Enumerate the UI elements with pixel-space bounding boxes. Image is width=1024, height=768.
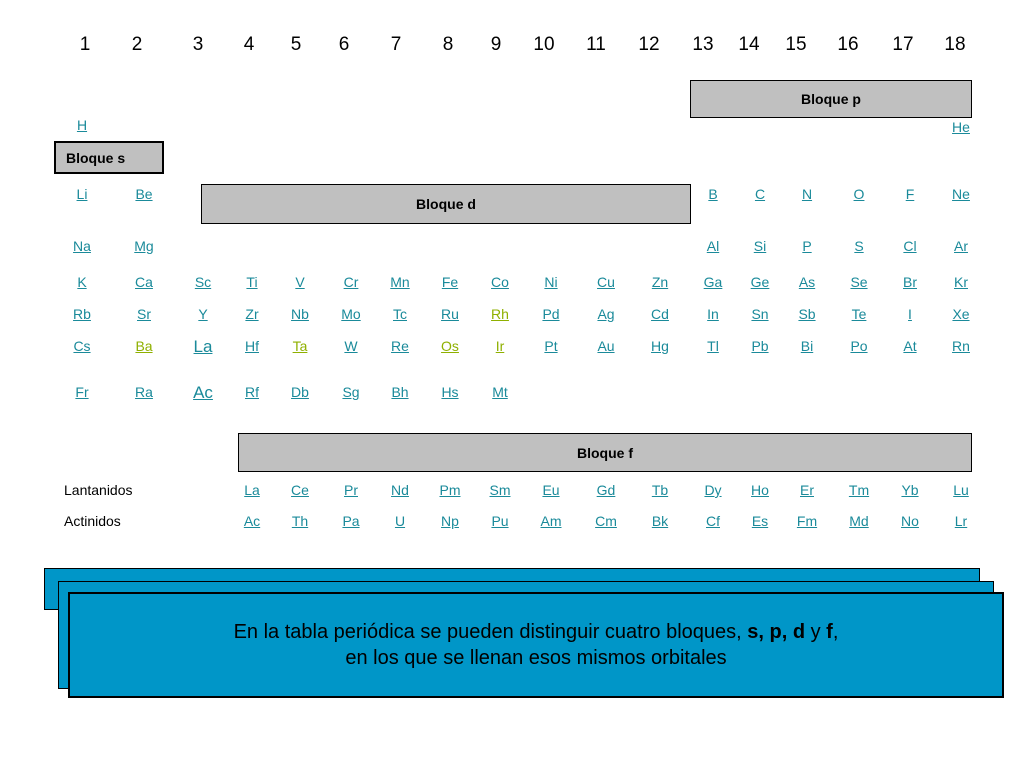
element-link-K[interactable]: K	[77, 274, 87, 290]
element-link-Ag[interactable]: Ag	[597, 306, 615, 322]
element-link-V[interactable]: V	[295, 274, 305, 290]
element-link-Sc[interactable]: Sc	[194, 274, 212, 290]
block-p-label: Bloque p	[690, 80, 972, 118]
caption-line-2: en los que se llenan esos mismos orbitales	[345, 647, 727, 669]
element-link-Au[interactable]: Au	[597, 338, 615, 354]
element-link-Bh[interactable]: Bh	[391, 384, 409, 400]
group-number-8: 8	[442, 34, 454, 55]
group-number-18: 18	[944, 34, 966, 55]
element-link-F[interactable]: F	[905, 186, 915, 202]
element-link-As[interactable]: As	[798, 274, 816, 290]
element-link-Sg[interactable]: Sg	[342, 384, 360, 400]
element-link-Fe[interactable]: Fe	[441, 274, 459, 290]
element-link-W[interactable]: W	[344, 338, 358, 354]
element-link-Pr[interactable]: Pr	[344, 482, 358, 498]
element-link-Mn[interactable]: Mn	[390, 274, 410, 290]
element-link-Ce[interactable]: Ce	[291, 482, 309, 498]
caption-bold-f: f	[826, 621, 833, 643]
element-link-Ni[interactable]: Ni	[544, 274, 558, 290]
element-link-B[interactable]: B	[708, 186, 718, 202]
element-link-Po[interactable]: Po	[850, 338, 868, 354]
element-link-O[interactable]: O	[853, 186, 865, 202]
element-link-Dy[interactable]: Dy	[704, 482, 722, 498]
element-link-La-f[interactable]: La	[244, 482, 260, 498]
group-number-4: 4	[243, 34, 255, 55]
element-link-S[interactable]: S	[854, 238, 864, 254]
element-link-Y[interactable]: Y	[198, 306, 208, 322]
element-link-Sr[interactable]: Sr	[137, 306, 151, 322]
element-link-Cr[interactable]: Cr	[343, 274, 359, 290]
element-link-Si[interactable]: Si	[753, 238, 767, 254]
element-link-Fr[interactable]: Fr	[75, 384, 89, 400]
group-number-14: 14	[738, 34, 760, 55]
element-link-Rn[interactable]: Rn	[952, 338, 970, 354]
element-link-C[interactable]: C	[754, 186, 766, 202]
group-number-15: 15	[785, 34, 807, 55]
element-link-Ru[interactable]: Ru	[441, 306, 459, 322]
block-d-label: Bloque d	[201, 184, 691, 224]
element-link-Nd[interactable]: Nd	[391, 482, 409, 498]
element-link-Fm[interactable]: Fm	[796, 513, 818, 529]
group-number-2: 2	[131, 34, 143, 55]
element-link-Lu[interactable]: Lu	[953, 482, 969, 498]
element-link-Cd[interactable]: Cd	[651, 306, 669, 322]
element-link-Ra[interactable]: Ra	[135, 384, 153, 400]
element-link-Pu[interactable]: Pu	[491, 513, 509, 529]
group-number-9: 9	[490, 34, 502, 55]
element-link-Sm[interactable]: Sm	[489, 482, 511, 498]
element-link-Ca[interactable]: Ca	[135, 274, 153, 290]
element-link-Ge[interactable]: Ge	[750, 274, 770, 290]
element-link-Ar[interactable]: Ar	[954, 238, 968, 254]
element-link-Pt[interactable]: Pt	[544, 338, 558, 354]
element-link-Cs[interactable]: Cs	[73, 338, 91, 354]
group-number-5: 5	[290, 34, 302, 55]
element-link-Kr[interactable]: Kr	[954, 274, 968, 290]
element-link-Tc[interactable]: Tc	[393, 306, 407, 322]
block-f-label: Bloque f	[238, 433, 972, 472]
element-link-Be[interactable]: Be	[135, 186, 153, 202]
element-link-Tl[interactable]: Tl	[707, 338, 719, 354]
element-link-La[interactable]: La	[193, 337, 213, 356]
element-link-H[interactable]: H	[76, 117, 88, 133]
group-number-16: 16	[837, 34, 859, 55]
element-link-Am[interactable]: Am	[540, 513, 562, 529]
element-link-Hs[interactable]: Hs	[441, 384, 459, 400]
element-link-Cf[interactable]: Cf	[706, 513, 720, 529]
element-link-Cu[interactable]: Cu	[597, 274, 615, 290]
caption-text-comma: ,	[832, 621, 839, 643]
element-link-Tm[interactable]: Tm	[848, 482, 870, 498]
element-link-Bi[interactable]: Bi	[800, 338, 814, 354]
element-link-Ga[interactable]: Ga	[703, 274, 723, 290]
element-link-Ti[interactable]: Ti	[246, 274, 258, 290]
caption-bold-spd: s, p, d	[747, 621, 806, 643]
group-number-6: 6	[338, 34, 350, 55]
element-link-Pa[interactable]: Pa	[342, 513, 360, 529]
element-link-Rb[interactable]: Rb	[73, 306, 91, 322]
group-number-1: 1	[79, 34, 91, 55]
group-number-10: 10	[533, 34, 555, 55]
element-link-Na[interactable]: Na	[73, 238, 91, 254]
element-link-U[interactable]: U	[394, 513, 406, 529]
element-link-Rf[interactable]: Rf	[245, 384, 259, 400]
actinides-label: Actinidos	[64, 513, 121, 529]
element-link-Eu[interactable]: Eu	[542, 482, 560, 498]
element-link-Lr[interactable]: Lr	[954, 513, 968, 529]
element-link-Ta[interactable]: Ta	[292, 338, 308, 354]
element-link-Al[interactable]: Al	[706, 238, 720, 254]
element-link-Es[interactable]: Es	[751, 513, 769, 529]
element-link-Ne[interactable]: Ne	[952, 186, 970, 202]
element-link-He[interactable]: He	[952, 119, 970, 135]
caption-line-1	[234, 619, 839, 645]
element-link-Ac[interactable]: Ac	[193, 383, 213, 402]
element-link-Bk[interactable]: Bk	[651, 513, 669, 529]
element-link-Tb[interactable]: Tb	[651, 482, 669, 498]
element-link-In[interactable]: In	[707, 306, 719, 322]
element-link-Hf[interactable]: Hf	[245, 338, 259, 354]
element-link-Mt[interactable]: Mt	[492, 384, 508, 400]
element-link-Mo[interactable]: Mo	[341, 306, 361, 322]
element-link-P[interactable]: P	[802, 238, 812, 254]
element-link-Ir[interactable]: Ir	[495, 338, 505, 354]
element-link-Br[interactable]: Br	[903, 274, 917, 290]
block-s-label: Bloque s	[54, 141, 164, 174]
element-link-Yb[interactable]: Yb	[901, 482, 919, 498]
group-number-17: 17	[892, 34, 914, 55]
group-number-7: 7	[390, 34, 402, 55]
element-link-Pb[interactable]: Pb	[751, 338, 769, 354]
element-link-Se[interactable]: Se	[850, 274, 868, 290]
element-link-Cm[interactable]: Cm	[595, 513, 617, 529]
caption-text-prefix: En la tabla periódica se pueden distinguir cuatro bloques,	[233, 621, 748, 643]
element-link-Ba[interactable]: Ba	[135, 338, 153, 354]
caption-card	[68, 592, 1004, 698]
element-link-Th[interactable]: Th	[291, 513, 309, 529]
element-link-Mg[interactable]: Mg	[134, 238, 154, 254]
element-link-Md[interactable]: Md	[849, 513, 869, 529]
element-link-Db[interactable]: Db	[291, 384, 309, 400]
element-link-Os[interactable]: Os	[441, 338, 459, 354]
element-link-Ho[interactable]: Ho	[751, 482, 769, 498]
group-number-11: 11	[586, 34, 606, 55]
element-link-Ac-f[interactable]: Ac	[243, 513, 261, 529]
group-number-3: 3	[192, 34, 204, 55]
lanthanides-label: Lantanidos	[64, 482, 133, 498]
element-link-Sb[interactable]: Sb	[798, 306, 816, 322]
element-link-Nb[interactable]: Nb	[291, 306, 309, 322]
element-link-Xe[interactable]: Xe	[952, 306, 970, 322]
element-link-Zn[interactable]: Zn	[651, 274, 669, 290]
element-link-I[interactable]: I	[908, 306, 912, 322]
element-link-Co[interactable]: Co	[491, 274, 509, 290]
element-link-Pm[interactable]: Pm	[439, 482, 461, 498]
element-link-Np[interactable]: Np	[441, 513, 459, 529]
element-link-Er[interactable]: Er	[800, 482, 814, 498]
element-link-No[interactable]: No	[901, 513, 919, 529]
element-link-Rh[interactable]: Rh	[491, 306, 509, 322]
element-link-N[interactable]: N	[801, 186, 813, 202]
element-link-Hg[interactable]: Hg	[651, 338, 669, 354]
caption-text-y: y	[805, 621, 827, 643]
element-link-Pd[interactable]: Pd	[542, 306, 560, 322]
group-number-12: 12	[638, 34, 660, 55]
element-link-Sn[interactable]: Sn	[751, 306, 769, 322]
element-link-Cl[interactable]: Cl	[903, 238, 917, 254]
element-link-Gd[interactable]: Gd	[596, 482, 616, 498]
element-link-Te[interactable]: Te	[851, 306, 867, 322]
element-link-Re[interactable]: Re	[391, 338, 409, 354]
element-link-At[interactable]: At	[903, 338, 917, 354]
group-number-13: 13	[692, 34, 714, 55]
element-link-Zr[interactable]: Zr	[245, 306, 259, 322]
element-link-Li[interactable]: Li	[76, 186, 88, 202]
